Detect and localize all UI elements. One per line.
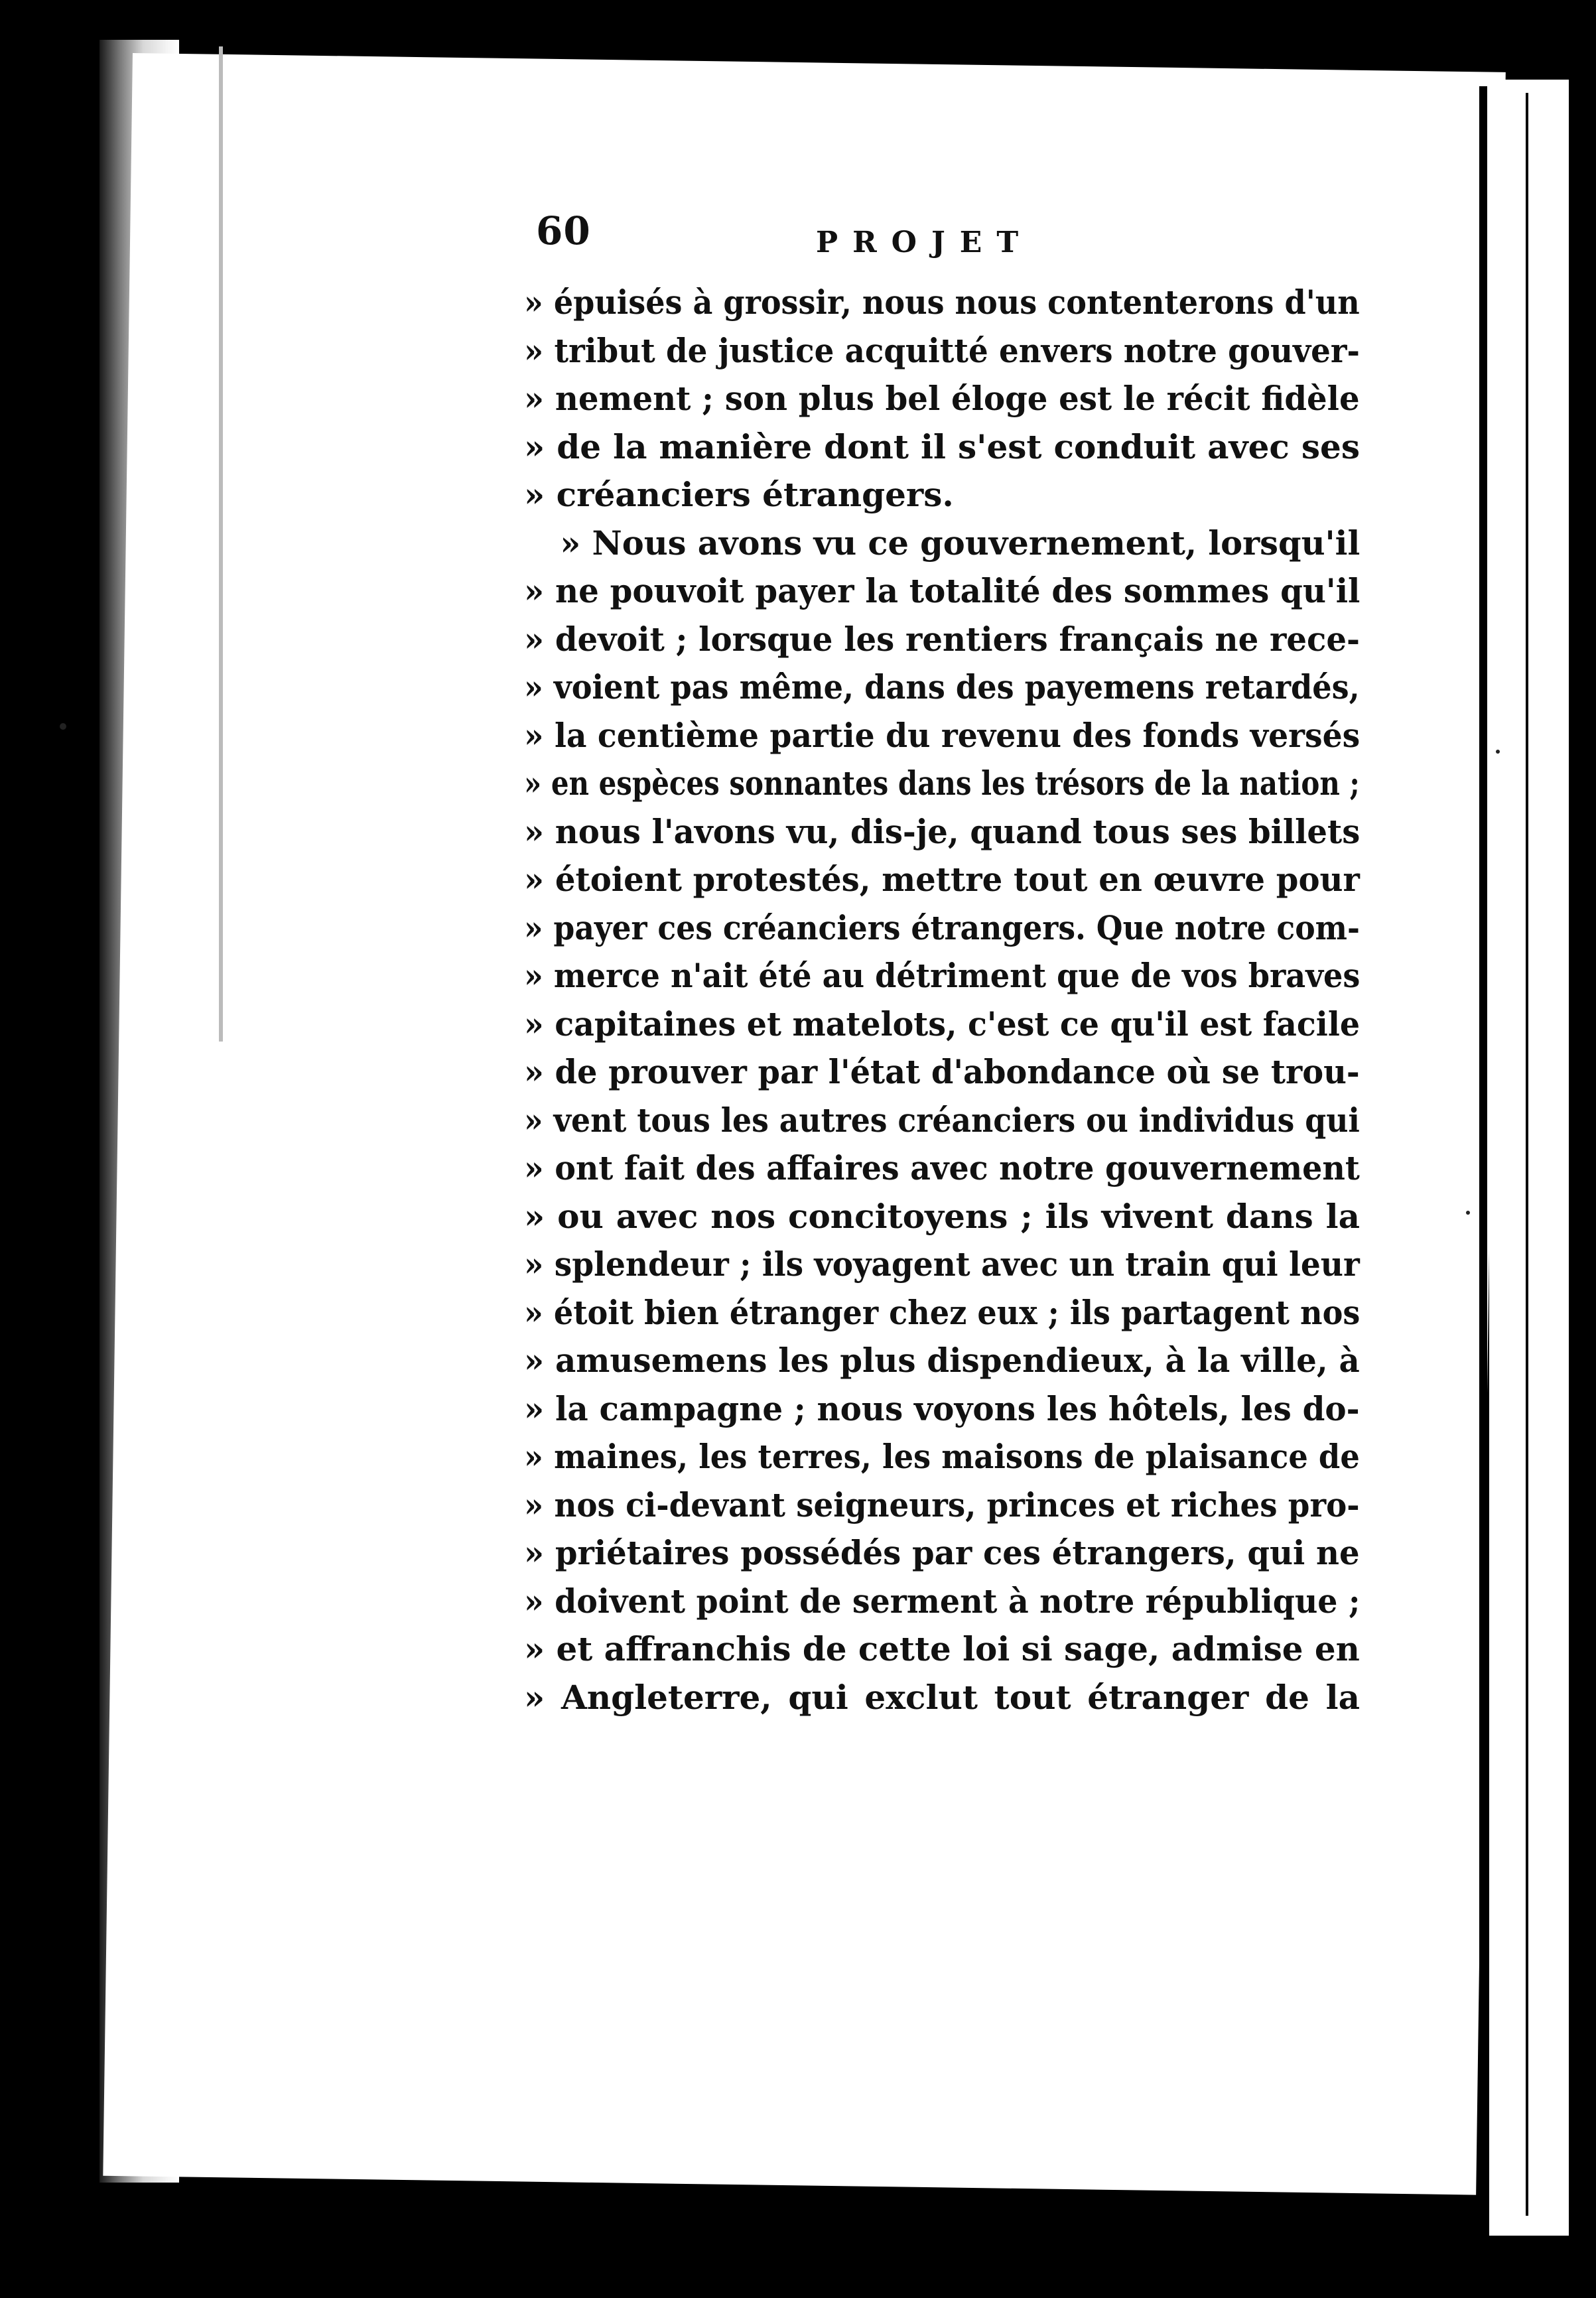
text-line: » la centième partie du revenu des fonds versés <box>524 715 1361 755</box>
speck-mark <box>1496 750 1500 754</box>
text-line: » doivent point de serment à notre république ; <box>524 1581 1361 1621</box>
text-line: » de prouver par l'état d'abondance où se trou- <box>524 1052 1360 1091</box>
text-line: » en espèces sonnantes dans les trésors de la nation ; <box>524 764 1360 803</box>
text-line: » merce n'ait été au détriment que de vos braves <box>524 956 1361 995</box>
text-line: » ne pouvoit payer la totalité des sommes qu'il <box>524 571 1361 610</box>
binding-edge-line <box>219 46 223 1042</box>
text-line: » ont fait des affaires avec notre gouvernement <box>524 1148 1360 1187</box>
speck-mark <box>1466 1211 1470 1215</box>
text-line: » créanciers étrangers. <box>524 475 954 514</box>
text-line: » étoient protestés, mettre tout en œuvre pour <box>524 860 1360 899</box>
text-line: » et affranchis de cette loi si sage, admise en <box>524 1629 1360 1668</box>
text-line: » la campagne ; nous voyons les hôtels, les do- <box>524 1388 1360 1428</box>
text-line: » nos ci-devant seigneurs, princes et riches pro- <box>524 1485 1360 1524</box>
text-line: » capitaines et matelots, c'est ce qu'il est facile <box>524 1004 1361 1044</box>
text-line: » voient pas même, dans des payemens retardés, <box>524 667 1360 707</box>
text-line: » devoit ; lorsque les rentiers français ne rece- <box>524 619 1360 659</box>
body-text <box>524 279 1360 1722</box>
text-line: » nous l'avons vu, dis-je, quand tous ses billets <box>524 811 1361 851</box>
text-line: » de la manière dont il s'est conduit avec ses <box>524 427 1360 466</box>
facing-page-margin <box>1489 80 1569 2236</box>
text-line: » ou avec nos concitoyens ; ils vivent dans la <box>524 1196 1360 1236</box>
text-line: » payer ces créanciers étrangers. Que notre com- <box>524 908 1360 947</box>
text-line: » étoit bien étranger chez eux ; ils partagent nos <box>524 1292 1361 1332</box>
page-number: 60 <box>536 208 591 253</box>
text-line: » épuisés à grossir, nous nous contenterons d'un <box>524 283 1360 322</box>
text-line: » Angleterre, qui exclut tout étranger de la <box>524 1677 1360 1717</box>
running-head: PROJET <box>816 226 1033 259</box>
speck-mark <box>60 723 66 730</box>
page-header <box>524 199 1360 279</box>
facing-page-edge <box>1526 93 1528 2216</box>
text-line: » Nous avons vu ce gouvernement, lorsqu'il <box>560 523 1361 563</box>
text-line: » priétaires possédés par ces étrangers, qui ne <box>524 1533 1360 1572</box>
page-text-block <box>524 199 1360 1722</box>
page-edge-shadow <box>1479 86 1487 2229</box>
text-line: » tribut de justice acquitté envers notre gouver- <box>524 330 1360 370</box>
text-line: » vent tous les autres créanciers ou individus qui <box>524 1100 1360 1140</box>
text-line: » splendeur ; ils voyagent avec un train qui leur <box>524 1245 1360 1284</box>
text-line: » maines, les terres, les maisons de plaisance de <box>524 1437 1360 1476</box>
text-line: » amusemens les plus dispendieux, à la ville, à <box>524 1341 1360 1380</box>
text-line: » nement ; son plus bel éloge est le récit fidèle <box>524 379 1360 418</box>
